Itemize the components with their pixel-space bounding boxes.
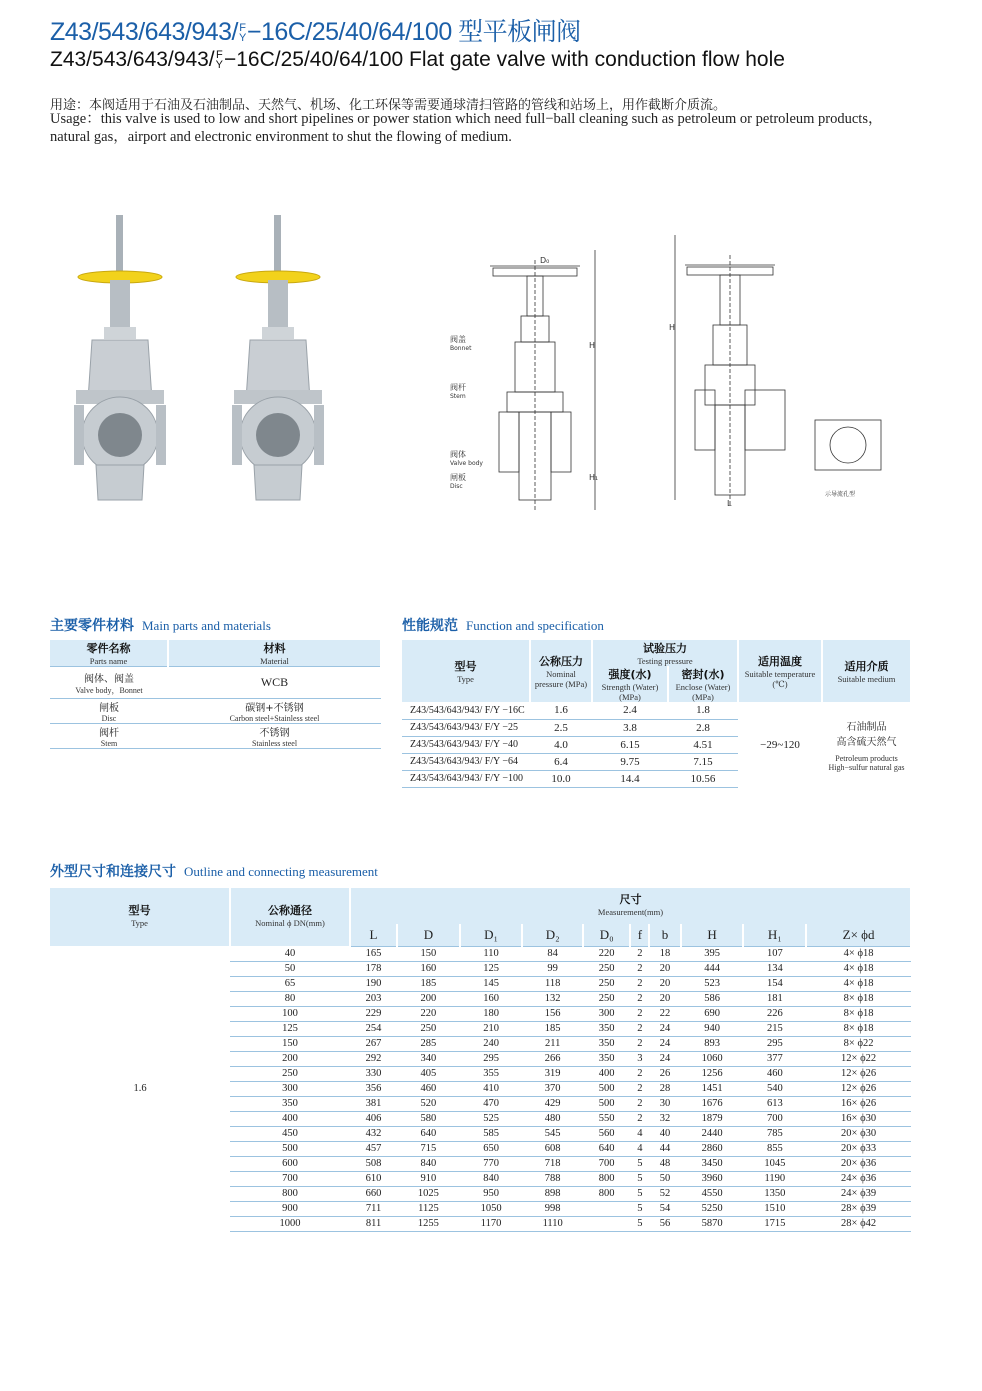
dn-cell: 1000: [230, 1216, 350, 1231]
measure-cell: 560: [583, 1126, 631, 1141]
measure-cell: 350: [583, 1021, 631, 1036]
svg-text:阀杆: 阀杆: [450, 383, 466, 392]
measure-cell: 8× ϕ22: [806, 1036, 911, 1051]
measure-cell: 178: [350, 961, 397, 976]
svg-text:示导流孔型: 示导流孔型: [825, 491, 856, 498]
measure-cell: 4× ϕ18: [806, 976, 911, 991]
measure-cell: 28× ϕ39: [806, 1201, 911, 1216]
measure-cell: 2860: [681, 1141, 744, 1156]
measure-cell: 40: [649, 1126, 680, 1141]
measure-cell: 855: [743, 1141, 806, 1156]
measure-cell: 1510: [743, 1201, 806, 1216]
measure-cell: 2: [630, 1081, 649, 1096]
measure-cell: 20: [649, 991, 680, 1006]
measure-cell: 5: [630, 1186, 649, 1201]
parts-section-title: 主要零件材料 Main parts and materials: [50, 618, 271, 634]
measure-cell: 4: [630, 1126, 649, 1141]
measure-cell: 608: [522, 1141, 582, 1156]
measure-cell: 154: [743, 976, 806, 991]
measure-cell: 160: [460, 991, 523, 1006]
measure-cell: 4550: [681, 1186, 744, 1201]
measure-cell: 8× ϕ18: [806, 991, 911, 1006]
measure-cell: 319: [522, 1066, 582, 1081]
measure-cell: 50: [649, 1171, 680, 1186]
measure-cell: 28× ϕ42: [806, 1216, 911, 1231]
measure-cell: 1125: [397, 1201, 460, 1216]
usage-text-en: Usage：this valve is used to low and short pipelines or power station which need full−ball cleaning such as petroleum or petroleum products，natural gas，airport and electronic environment to shut the flowing of medium.: [50, 111, 883, 145]
measure-cell: 20× ϕ30: [806, 1126, 911, 1141]
measure-cell: 5: [630, 1216, 649, 1231]
meas-col-header: f: [630, 924, 649, 946]
measure-cell: 2: [630, 946, 649, 961]
measure-cell: 350: [583, 1036, 631, 1051]
measure-cell: 150: [397, 946, 460, 961]
measure-cell: 185: [522, 1021, 582, 1036]
measure-cell: 406: [350, 1111, 397, 1126]
type-value: 1.6: [133, 1083, 147, 1094]
measure-cell: 285: [397, 1036, 460, 1051]
measure-cell: 840: [397, 1156, 460, 1171]
measure-cell: 460: [397, 1081, 460, 1096]
measure-cell: 785: [743, 1126, 806, 1141]
measure-cell: 1025: [397, 1186, 460, 1201]
table-row: Z43/543/643/943/ F/Y −40 4.0 6.15 4.51: [402, 736, 911, 753]
measure-cell: 132: [522, 991, 582, 1006]
table-row: 阀体、阀盖 Valve body，Bonnet WCB: [50, 667, 381, 699]
table-row: 闸板 Disc 碳钢+不锈钢 Carbon steel+Stainless steel: [50, 699, 381, 724]
svg-text:H₁: H₁: [589, 473, 599, 482]
measure-cell: 1350: [743, 1186, 806, 1201]
measure-cell: 5: [630, 1156, 649, 1171]
svg-text:阀体: 阀体: [450, 450, 466, 459]
measure-cell: 500: [583, 1081, 631, 1096]
measure-cell: 20: [649, 976, 680, 991]
dn-cell: 150: [230, 1036, 350, 1051]
measure-cell: 210: [460, 1021, 523, 1036]
dn-cell: 200: [230, 1051, 350, 1066]
svg-text:阀盖: 阀盖: [450, 335, 466, 344]
measure-cell: 355: [460, 1066, 523, 1081]
measure-cell: 610: [350, 1171, 397, 1186]
page-title-cn: Z43/543/643/943/ F Y −16C/25/40/64/100 型平板闸阀: [50, 18, 581, 46]
measure-cell: 295: [743, 1036, 806, 1051]
measure-cell: 203: [350, 991, 397, 1006]
measure-cell: 350: [583, 1051, 631, 1066]
svg-text:闸板: 闸板: [450, 473, 466, 482]
svg-text:H: H: [589, 341, 596, 350]
measure-cell: 508: [350, 1156, 397, 1171]
measure-cell: 520: [397, 1096, 460, 1111]
measure-cell: 5870: [681, 1216, 744, 1231]
table-row: Z43/543/643/943/ F/Y −64 6.4 9.75 7.15: [402, 753, 911, 770]
measure-cell: 240: [460, 1036, 523, 1051]
dn-cell: 800: [230, 1186, 350, 1201]
meas-col-header: L: [350, 924, 397, 946]
measure-cell: 2: [630, 1111, 649, 1126]
measure-cell: 226: [743, 1006, 806, 1021]
measure-cell: 770: [460, 1156, 523, 1171]
measure-cell: 457: [350, 1141, 397, 1156]
measure-cell: [583, 1216, 631, 1231]
measure-cell: 8× ϕ18: [806, 1006, 911, 1021]
table-row: [50, 946, 911, 961]
dn-cell: 300: [230, 1081, 350, 1096]
page-title-en: Z43/543/643/943/ F Y −16C/25/40/64/100 Flat gate valve with conduction flow hole: [50, 48, 785, 72]
measure-cell: 950: [460, 1186, 523, 1201]
dn-cell: 50: [230, 961, 350, 976]
measure-cell: 16× ϕ30: [806, 1111, 911, 1126]
measure-cell: 2: [630, 961, 649, 976]
measure-cell: 2440: [681, 1126, 744, 1141]
meas-header-row: 型号 Type 公称通径 Nominal ϕ DN(mm) 尺寸 Measurement(mm): [50, 888, 911, 924]
dn-cell: 900: [230, 1201, 350, 1216]
measure-cell: 410: [460, 1081, 523, 1096]
measure-cell: 190: [350, 976, 397, 991]
measure-cell: 267: [350, 1036, 397, 1051]
svg-text:Valve body: Valve body: [450, 460, 483, 467]
measure-cell: 20: [649, 961, 680, 976]
meas-col-header: D₂: [522, 924, 582, 946]
measure-cell: 525: [460, 1111, 523, 1126]
measure-cell: 640: [583, 1141, 631, 1156]
measure-cell: 1255: [397, 1216, 460, 1231]
valve-photo-1: [70, 215, 170, 515]
measure-cell: 540: [743, 1081, 806, 1096]
measure-cell: 377: [743, 1051, 806, 1066]
measure-cell: 12× ϕ26: [806, 1081, 911, 1096]
measure-cell: 107: [743, 946, 806, 961]
spec-table: 型号 Type 公称压力 Nominal pressure (MPa) 试验压力 Testing pressure 适用温度 Suitable temperature (℃) 适用介质 Suitable medium 强度(水) Strength (Water) (MPa) 密封(水) Enclose (Water) (MPa) Z43/543/643/943/ F/Y −16C 1.6 2.4 1.8 −29~120 石油制品 高含硫天然气 Petroleum products High−sulfur natural gas Z43/543/643/943/ F/Y −25 2.5 3.8 2.8 Z43/543/643/943/ F/Y −40 4.0 6.15 4.51 Z43/543/643/943/ F/Y −64 6.4 9.75 7.15 Z43/543/643/943/ F/Y −100 10.0 14.4 10.56: [402, 640, 912, 788]
measure-cell: 370: [522, 1081, 582, 1096]
dn-cell: 40: [230, 946, 350, 961]
measure-cell: 1045: [743, 1156, 806, 1171]
measure-cell: 4: [630, 1141, 649, 1156]
meas-col-header: Z× ϕd: [806, 924, 911, 946]
measure-cell: 20× ϕ33: [806, 1141, 911, 1156]
measure-cell: 2: [630, 976, 649, 991]
dn-cell: 450: [230, 1126, 350, 1141]
table-row: Z43/543/643/943/ F/Y −100 10.0 14.4 10.56: [402, 770, 911, 787]
measure-cell: 580: [397, 1111, 460, 1126]
measure-cell: 330: [350, 1066, 397, 1081]
measure-cell: 3: [630, 1051, 649, 1066]
measure-cell: 30: [649, 1096, 680, 1111]
measure-cell: 500: [583, 1096, 631, 1111]
measure-cell: 523: [681, 976, 744, 991]
measure-cell: 998: [522, 1201, 582, 1216]
measure-cell: 300: [583, 1006, 631, 1021]
table-row: Z43/543/643/943/ F/Y −25 2.5 3.8 2.8: [402, 719, 911, 736]
svg-text:D₀: D₀: [540, 256, 550, 265]
measure-cell: 470: [460, 1096, 523, 1111]
measure-cell: 22: [649, 1006, 680, 1021]
measure-cell: 640: [397, 1126, 460, 1141]
measure-cell: 185: [397, 976, 460, 991]
measure-cell: 220: [583, 946, 631, 961]
measure-cell: 800: [583, 1171, 631, 1186]
measure-cell: 2: [630, 991, 649, 1006]
measure-cell: 840: [460, 1171, 523, 1186]
dn-cell: 125: [230, 1021, 350, 1036]
measure-cell: 718: [522, 1156, 582, 1171]
svg-text:H: H: [669, 323, 676, 332]
measure-cell: 1256: [681, 1066, 744, 1081]
usage-text-cn: 用途：本阀适用于石油及石油制品、天然气、机场、化工环保等需要通球清扫管路的管线和站场上，用作截断介质流。: [50, 98, 727, 113]
measure-cell: 266: [522, 1051, 582, 1066]
measure-cell: 20× ϕ36: [806, 1156, 911, 1171]
measure-cell: 1676: [681, 1096, 744, 1111]
measure-cell: 460: [743, 1066, 806, 1081]
svg-text:L: L: [727, 499, 732, 508]
measurement-table: [50, 888, 912, 1232]
measure-cell: 200: [397, 991, 460, 1006]
measure-cell: 229: [350, 1006, 397, 1021]
section-drawing-front: [445, 230, 615, 520]
measure-cell: 52: [649, 1186, 680, 1201]
measure-cell: 356: [350, 1081, 397, 1096]
measure-cell: 660: [350, 1186, 397, 1201]
measure-cell: 250: [583, 976, 631, 991]
measure-cell: 180: [460, 1006, 523, 1021]
measure-cell: 586: [681, 991, 744, 1006]
measure-cell: 250: [583, 991, 631, 1006]
measure-cell: 1451: [681, 1081, 744, 1096]
measure-cell: 2: [630, 1036, 649, 1051]
measure-cell: 2: [630, 1066, 649, 1081]
measure-cell: 24: [649, 1021, 680, 1036]
measure-cell: 893: [681, 1036, 744, 1051]
measure-cell: 340: [397, 1051, 460, 1066]
table-row: 阀杆 Stem 不锈钢 Stainless steel: [50, 724, 381, 749]
measure-cell: 5: [630, 1171, 649, 1186]
measure-cell: 26: [649, 1066, 680, 1081]
measure-cell: 1110: [522, 1216, 582, 1231]
measure-cell: 48: [649, 1156, 680, 1171]
measure-cell: 444: [681, 961, 744, 976]
measure-cell: [583, 1201, 631, 1216]
measure-cell: 5: [630, 1201, 649, 1216]
measure-cell: 24: [649, 1036, 680, 1051]
measure-cell: 24× ϕ39: [806, 1186, 911, 1201]
measure-cell: 24× ϕ36: [806, 1171, 911, 1186]
measure-cell: 715: [397, 1141, 460, 1156]
measure-cell: 2: [630, 1021, 649, 1036]
measure-cell: 2: [630, 1006, 649, 1021]
measure-cell: 211: [522, 1036, 582, 1051]
measure-cell: 54: [649, 1201, 680, 1216]
measure-cell: 613: [743, 1096, 806, 1111]
measure-cell: 295: [460, 1051, 523, 1066]
measure-cell: 480: [522, 1111, 582, 1126]
measure-cell: 110: [460, 946, 523, 961]
meas-col-header: D: [397, 924, 460, 946]
measure-cell: 650: [460, 1141, 523, 1156]
measure-cell: 1715: [743, 1216, 806, 1231]
measure-cell: 4× ϕ18: [806, 961, 911, 976]
spec-section-title: 性能规范 Function and specification: [402, 618, 604, 634]
measure-cell: 145: [460, 976, 523, 991]
measure-cell: 134: [743, 961, 806, 976]
measure-cell: 429: [522, 1096, 582, 1111]
measure-cell: 181: [743, 991, 806, 1006]
measure-cell: 18: [649, 946, 680, 961]
measure-cell: 1050: [460, 1201, 523, 1216]
measure-cell: 24: [649, 1051, 680, 1066]
measure-cell: 32: [649, 1111, 680, 1126]
measure-cell: 381: [350, 1096, 397, 1111]
measure-cell: 550: [583, 1111, 631, 1126]
meas-col-header: b: [649, 924, 680, 946]
measure-cell: 118: [522, 976, 582, 991]
svg-text:Bonnet: Bonnet: [450, 345, 472, 352]
measure-cell: 910: [397, 1171, 460, 1186]
measure-cell: 84: [522, 946, 582, 961]
measure-cell: 405: [397, 1066, 460, 1081]
measure-cell: 8× ϕ18: [806, 1021, 911, 1036]
measure-cell: 711: [350, 1201, 397, 1216]
measure-cell: 160: [397, 961, 460, 976]
measure-cell: 250: [397, 1021, 460, 1036]
measure-cell: 250: [583, 961, 631, 976]
svg-text:Disc: Disc: [450, 483, 463, 490]
parts-header-row: 零件名称 Parts name 材料 Material: [50, 640, 381, 667]
measure-cell: 12× ϕ22: [806, 1051, 911, 1066]
measure-cell: 12× ϕ26: [806, 1066, 911, 1081]
dn-cell: 65: [230, 976, 350, 991]
measure-cell: 700: [583, 1156, 631, 1171]
dn-cell: 250: [230, 1066, 350, 1081]
measure-cell: 1060: [681, 1051, 744, 1066]
measure-cell: 3450: [681, 1156, 744, 1171]
parts-table: [50, 640, 382, 749]
dn-cell: 80: [230, 991, 350, 1006]
dn-cell: 350: [230, 1096, 350, 1111]
spec-header-row: 型号 Type 公称压力 Nominal pressure (MPa) 试验压力 Testing pressure 适用温度 Suitable temperature (℃) 适用介质 Suitable medium: [402, 640, 911, 666]
meas-section-title: 外型尺寸和连接尺寸 Outline and connecting measurement: [50, 864, 378, 880]
measure-cell: 165: [350, 946, 397, 961]
measure-cell: 2: [630, 1096, 649, 1111]
measure-cell: 4× ϕ18: [806, 946, 911, 961]
measure-cell: 125: [460, 961, 523, 976]
measure-cell: 215: [743, 1021, 806, 1036]
measure-cell: 99: [522, 961, 582, 976]
measure-cell: 400: [583, 1066, 631, 1081]
section-drawing-side: [665, 230, 895, 510]
svg-text:Stem: Stem: [450, 393, 466, 400]
measure-cell: 220: [397, 1006, 460, 1021]
measure-cell: 1190: [743, 1171, 806, 1186]
dn-cell: 400: [230, 1111, 350, 1126]
measure-cell: 16× ϕ26: [806, 1096, 911, 1111]
measure-cell: 1170: [460, 1216, 523, 1231]
measure-cell: 432: [350, 1126, 397, 1141]
measure-cell: 800: [583, 1186, 631, 1201]
measure-cell: 811: [350, 1216, 397, 1231]
measure-cell: 898: [522, 1186, 582, 1201]
measure-cell: 56: [649, 1216, 680, 1231]
measure-cell: 585: [460, 1126, 523, 1141]
dn-cell: 100: [230, 1006, 350, 1021]
measure-cell: 156: [522, 1006, 582, 1021]
measure-cell: 690: [681, 1006, 744, 1021]
measure-cell: 5250: [681, 1201, 744, 1216]
measure-cell: 395: [681, 946, 744, 961]
meas-col-header: H: [681, 924, 744, 946]
measure-cell: 545: [522, 1126, 582, 1141]
measure-cell: 292: [350, 1051, 397, 1066]
measure-cell: 700: [743, 1111, 806, 1126]
measure-cell: 1879: [681, 1111, 744, 1126]
meas-col-header: D₁: [460, 924, 523, 946]
measure-cell: 3960: [681, 1171, 744, 1186]
measure-cell: 788: [522, 1171, 582, 1186]
dn-cell: 700: [230, 1171, 350, 1186]
measure-cell: 254: [350, 1021, 397, 1036]
dn-cell: 500: [230, 1141, 350, 1156]
dn-cell: 600: [230, 1156, 350, 1171]
measure-cell: 940: [681, 1021, 744, 1036]
table-row: Z43/543/643/943/ F/Y −16C 1.6 2.4 1.8 −29~120 石油制品 高含硫天然气 Petroleum products High−sulfur natural gas: [402, 702, 911, 719]
measure-cell: 44: [649, 1141, 680, 1156]
meas-col-header: H₁: [743, 924, 806, 946]
measure-cell: 28: [649, 1081, 680, 1096]
valve-photo-2: [228, 215, 328, 515]
meas-col-header: D₀: [583, 924, 631, 946]
